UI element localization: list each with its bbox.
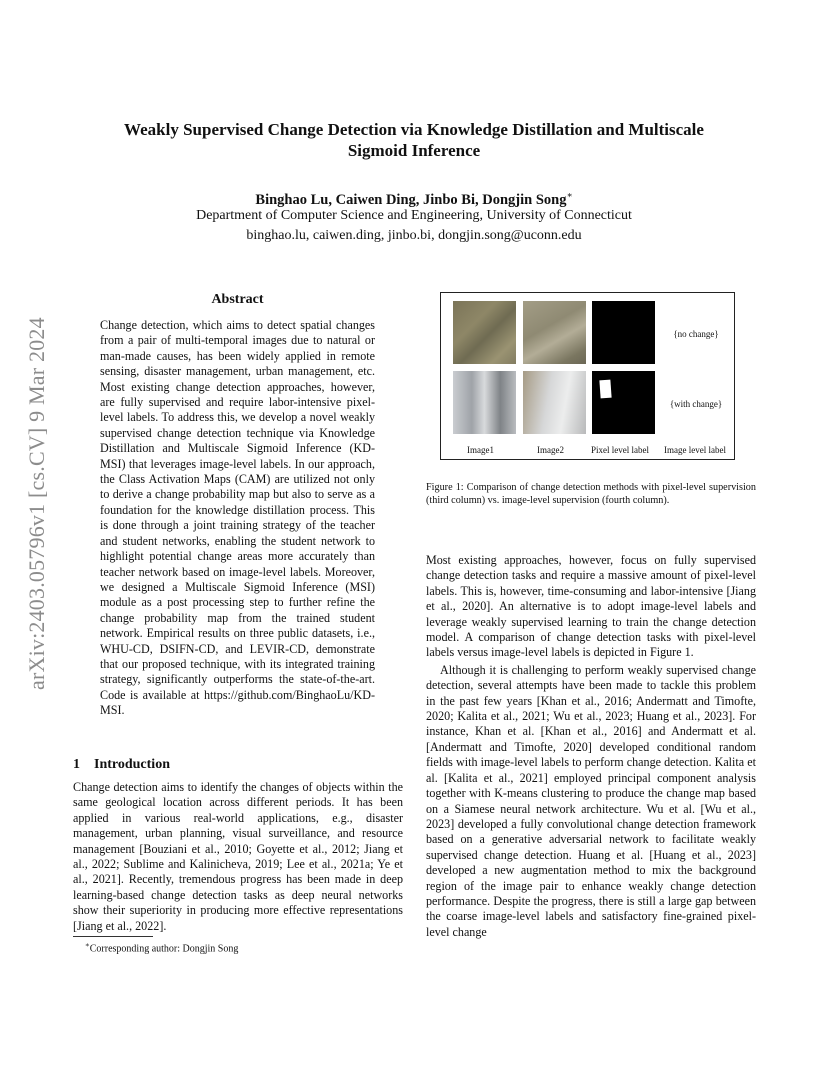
pixel-label-with-change-mask [592, 371, 655, 434]
image2-with-change-photo [523, 371, 586, 434]
corresponding-author-mark: ∗ [566, 190, 573, 200]
figure-1 [440, 292, 735, 460]
right-paragraph-1: Most existing approaches, however, focus on fully supervised change detection tasks and require a massive amount of pixel-level labels. This is, however, time-consuming and labor-intensive [Jiang et al., 2020]. An alternative is to adopt image-level labels and leverage weakly supervised learning to train the change detection model. A comparison of change detection tasks with pixel-level labels versus image-level labels is depicted in Figure 1. [426, 553, 756, 660]
changed-region-patch [599, 380, 611, 399]
arxiv-identifier-stamp [23, 290, 51, 690]
column-label-pixel-level: Pixel level label [591, 445, 649, 455]
section-heading-introduction [73, 757, 403, 773]
column-label-image1: Image1 [467, 445, 494, 455]
figure-1-caption: Figure 1: Comparison of change detection methods with pixel-level supervision (third column) vs. image-level supervision (fourth column). [426, 482, 756, 506]
author-names: Binghao Lu, Caiwen Ding, Jinbo Bi, Dongjin Song [255, 191, 567, 208]
arxiv-identifier-text: arXiv:2403.05796v1 [cs.CV] 9 Mar 2024 [24, 317, 49, 690]
footnote-text: Corresponding author: Dongjin Song [89, 943, 239, 955]
paper-title [70, 119, 758, 161]
image-label-with-change: {with change} [669, 399, 723, 409]
pixel-label-no-change-mask [592, 301, 655, 364]
footnote-divider [73, 936, 153, 937]
footnote [85, 939, 403, 955]
right-paragraph-2: Although it is challenging to perform weakly supervised change detection, several attempts have been made to tackle this problem in the past few years [Khan et al., 2016; Andermatt and Timofte, 2020; Kalita et al., 2021; Wu et al., 2023; Huang et al., 2023]. For instance, Khan et al. [Khan et al., 2016] and Andermatt et al. [Andermatt and Timofte, 2020] developed conditional random fields with image-level labels to perform change detection. Kalita et al. [Kalita et al., 2021] employed principal component analysis together with K-means clustering to produce the change map based on a Siamese neural network architecture. Wu et al. [Wu et al., 2023] developed a fully convolutional change detection framework based on a generative adversarial network to facilitate weakly supervised change detection. Huang et al. [Huang et al., 2023] developed a new augmentation method to mix the background region of the image pair to enhance weakly change detection performance. Despite the progress, there is still a large gap between the coarse image-level labels and satisfactory fine-grained pixel-level change [426, 662, 756, 939]
image1-no-change-photo [453, 301, 516, 364]
introduction-paragraph: Change detection aims to identify the changes of objects within the same geological location across different periods. It has been applied in various real-world applications, e.g., disaster management, urban planning, visual surveillance, and resource management [Bouziani et al., 2010; Goyette et al., 2012; Jiang et al., 2022; Sublime and Kalinicheva, 2019; Lee et al., 2021a; Ye et al., 2021]. Recently, tremendous progress has been made in deep learning-based change detection tasks as deep neural networks show their superiority in producing more effective representations [Jiang et al., 2022]. [73, 780, 403, 933]
image1-with-change-photo [453, 371, 516, 434]
column-label-image-level: Image level label [664, 445, 726, 455]
author-list [70, 190, 758, 209]
author-emails: binghao.lu, caiwen.ding, jinbo.bi, dongjin.song@uconn.edu [246, 228, 582, 243]
author-affiliation: Department of Computer Science and Engineering, University of Connecticut [196, 208, 632, 223]
section-title: Introduction [94, 757, 170, 772]
section-number: 1 [73, 757, 80, 772]
right-column-body [426, 553, 756, 940]
footnote-mark: ∗ [85, 941, 90, 949]
abstract-heading: Abstract [211, 292, 264, 307]
image2-no-change-photo [523, 301, 586, 364]
abstract-text: Change detection, which aims to detect spatial changes from a pair of multi-temporal images due to natural or man-made causes, has been widely applied in remote sensing, disaster management, urban management, etc. Most existing change detection approaches, however, are fully supervised and require labor-intensive pixel-level labels. To address this, we develop a novel weakly supervised change detection technique via Knowledge Distillation and Multiscale Sigmoid Inference (KD-MSI) that leverages image-level labels. In our approach, the Class Activation Maps (CAM) are utilized not only to derive a change probability map but also to serve as a foundation for the knowledge distillation process. This is done through a joint training strategy of the teacher and student networks, enabling the student network to highlight potential change areas more accurately than teacher network based on image-level labels. Moreover, we designed a Multiscale Sigmoid Inference (MSI) module as a post processing step to further refine the change probability map from the trained student network. Empirical results on three public datasets, i.e., WHU-CD, DSIFN-CD, and LEVIR-CD, demonstrate that our proposed technique, with its integrated training strategy, significantly outperforms the state-of-the-art. Code is available at https://github.com/BinghaoLu/KD-MSI. [100, 318, 375, 718]
paper-title-line-2: Sigmoid Inference [347, 141, 481, 160]
image-label-no-change: {no change} [673, 329, 719, 339]
column-label-image2: Image2 [537, 445, 564, 455]
paper-title-line-1: Weakly Supervised Change Detection via Knowledge Distillation and Multiscale [124, 120, 704, 139]
